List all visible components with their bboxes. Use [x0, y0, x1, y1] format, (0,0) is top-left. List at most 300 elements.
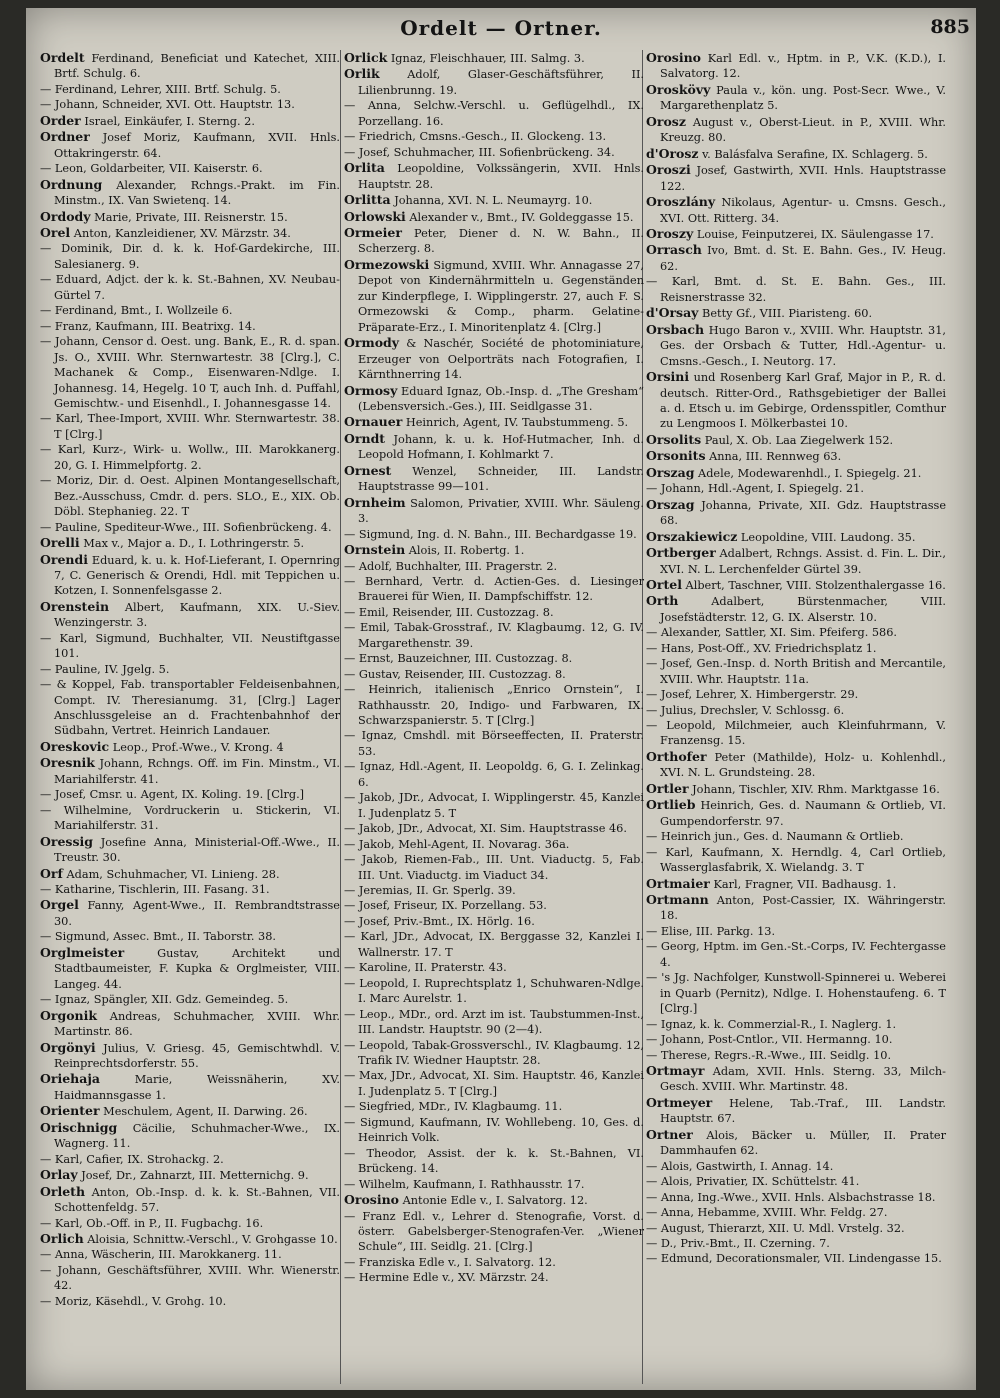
- entry-details: — Anna, Hebamme, XVIII. Whr. Feldg. 27.: [646, 1206, 888, 1220]
- entry-surname: Ortlieb: [646, 797, 696, 813]
- entry-details: Alexander v., Bmt., IV. Goldeggasse 15.: [409, 210, 634, 224]
- directory-entry: [646, 529, 946, 545]
- directory-entry: [646, 924, 946, 939]
- directory-entry: [40, 631, 340, 662]
- entry-details: — Bernhard, Vertr. d. Actien-Ges. d. Liesinger Brauerei für Wien, II. Dampfschiffstr. 12.: [344, 574, 644, 604]
- directory-entry: [344, 667, 644, 682]
- directory-entry: [646, 641, 946, 656]
- directory-entry: [40, 303, 340, 318]
- directory-entry: [40, 535, 340, 551]
- entry-details: — August, Thierarzt, XII. U. Mdl. Vrstelg. 32.: [646, 1221, 905, 1235]
- directory-entry: [646, 369, 946, 432]
- directory-entry: [646, 687, 946, 702]
- entry-details: — Karl, Kurz-, Wirk- u. Wollw., III. Marokkanerg. 20, G. I. Himmelpfortg. 2.: [40, 443, 340, 472]
- directory-entry: [40, 677, 340, 739]
- entry-surname: Ormody: [344, 335, 400, 351]
- directory-entry: [344, 605, 644, 620]
- directory-entry: [344, 1146, 644, 1177]
- entry-details: — Anna, Wäscherin, III. Marokkanerg. 11.: [40, 1248, 282, 1262]
- directory-entry: [646, 625, 946, 640]
- entry-surname: Orsbach: [646, 321, 705, 337]
- entry-details: & Naschér, Société de photominiature, Erzeuger von Oelporträts nach Fotografien, I. Kärnthnerring 14.: [358, 337, 645, 382]
- entry-details: Adam, Schuhmacher, VI. Linieng. 28.: [66, 867, 280, 881]
- directory-entry: [40, 161, 340, 176]
- directory-entry: [40, 755, 340, 787]
- directory-entry: [40, 882, 340, 897]
- directory-entry: [40, 1247, 340, 1262]
- directory-entry: [646, 1221, 946, 1236]
- entry-details: — & Koppel, Fab. transportabler Feldeisenbahnen, Compt. IV. Theresianumg. 31, [Clrg.] Lager Anschlussgeleise an d. Frachtenbahnhof der Südbahn, Vertret. Heinrich Landauer.: [40, 678, 340, 738]
- entry-surname: Orszag: [646, 464, 695, 480]
- entry-details: — Sigmund, Ing. d. N. Bahn., III. Bechardgasse 19.: [344, 527, 637, 541]
- entry-details: Alexander, Rchngs.-Prakt. im Fin. Minstm., IX. Van Swietenq. 14.: [54, 178, 340, 208]
- entry-details: — Jeremias, II. Gr. Sperlg. 39.: [344, 884, 516, 898]
- directory-entry: [646, 970, 946, 1016]
- entry-surname: Ornauer: [344, 414, 403, 430]
- entry-details: Albert, Kaufmann, XIX. U.-Siev. Wenzingerstr. 3.: [54, 600, 340, 630]
- entry-surname: d'Orosz: [646, 145, 699, 161]
- directory-entry: [646, 162, 946, 194]
- directory-entry: [344, 837, 644, 852]
- directory-entry: [344, 1115, 644, 1146]
- entry-details: — Johann, Censor d. Oest. ung. Bank, E., R. d. span. Js. O., XVIII. Whr. Sternwartestr. 38 [Clrg.], C. Machanek & Comp., Eisenwaren-Ndlge. I. Johannesg. 14, Hegelg. 10 T, auch Inh. d. Puffahl, Gemischtw.- und Eisenhdl., I. Johannesgasse 14.: [40, 335, 340, 410]
- entry-details: — Josef, Priv.-Bmt., IX. Hörlg. 16.: [344, 914, 535, 928]
- entry-surname: Orsolits: [646, 431, 702, 447]
- entry-details: — Karl, Sigmund, Buchhalter, VII. Neustiftgasse 101.: [40, 631, 340, 661]
- entry-details: Johanna, XVI. N. L. Neumayrg. 10.: [394, 194, 593, 208]
- entry-details: — Josef, Cmsr. u. Agent, IX. Koling. 19. [Clrg.]: [40, 788, 305, 802]
- directory-entry: [344, 209, 644, 225]
- entry-surname: Orth: [646, 593, 679, 609]
- entry-surname: Ortmeyer: [646, 1094, 713, 1110]
- directory-entry: [40, 834, 340, 866]
- entry-details: — Karl, Cafier, IX. Strohackg. 2.: [40, 1152, 224, 1166]
- directory-entry: [646, 545, 946, 577]
- entry-details: — Sigmund, Assec. Bmt., II. Taborstr. 38.: [40, 930, 276, 944]
- directory-entry: [344, 620, 644, 651]
- directory-entry: [344, 1068, 644, 1099]
- entry-details: Adalbert, Bürstenmacher, VIII. Josefstädterstr. 12, G. IX. Alserstr. 10.: [660, 595, 946, 624]
- entry-surname: Ortmayr: [646, 1063, 705, 1078]
- directory-page: [26, 8, 976, 1390]
- directory-entry: [40, 209, 340, 225]
- directory-entry: [40, 225, 340, 241]
- entry-details: Adam, XVII. Hnls. Sterng. 33, Milch-Gesch. XVIII. Whr. Martinstr. 48.: [660, 1065, 946, 1094]
- column-3: [646, 50, 946, 1267]
- directory-entry: [344, 257, 644, 335]
- entry-details: — Jakob, JDr., Advocat, I. Wipplingerstr. 45, Kanzlei I. Judenplatz 5. T: [344, 791, 644, 820]
- entry-details: — Jakob, JDr., Advocat, XI. Sim. Hauptstrasse 46.: [344, 822, 627, 836]
- directory-entry: [646, 1159, 946, 1174]
- entry-details: Karl Edl. v., Hptm. in P., V.K. (K.D.), I. Salvatorg. 12.: [660, 52, 946, 81]
- entry-surname: Ortmaier: [646, 875, 710, 891]
- entry-details: Johann, k. u. k. Hof-Hutmacher, Inh. d. Leopold Hofmann, I. Kohlmarkt 7.: [358, 432, 644, 462]
- directory-entry: [646, 1236, 946, 1251]
- entry-surname: Ordelt: [40, 50, 85, 65]
- entry-details: Josef, Dr., Zahnarzt, III. Metternichg. 9.: [81, 1169, 309, 1183]
- directory-entry: [646, 82, 946, 114]
- directory-entry: [40, 1152, 340, 1167]
- directory-entry: [646, 114, 946, 146]
- directory-entry: [40, 520, 340, 535]
- entry-surname: Orsonits: [646, 448, 706, 464]
- entry-surname: Orlick: [344, 50, 388, 65]
- directory-entry: [344, 335, 644, 382]
- directory-entry: [40, 945, 340, 992]
- directory-entry: [40, 319, 340, 334]
- directory-entry: [40, 241, 340, 272]
- entry-details: — Josef, Friseur, IX. Porzellang. 53.: [344, 899, 547, 913]
- directory-entry: [344, 192, 644, 208]
- directory-entry: [646, 593, 946, 625]
- directory-entry: [344, 883, 644, 898]
- directory-entry: [646, 781, 946, 797]
- entry-details: Adele, Modewarenhdl., I. Spiegelg. 21.: [698, 466, 922, 480]
- entry-surname: Orsini: [646, 369, 690, 385]
- entry-surname: d'Orsay: [646, 305, 699, 321]
- directory-entry: [40, 411, 340, 442]
- entry-details: v. Balásfalva Serafine, IX. Schlagerg. 5.: [702, 147, 928, 161]
- directory-entry: [646, 1127, 946, 1159]
- directory-entry: [40, 50, 340, 82]
- entry-surname: Ortberger: [646, 545, 716, 561]
- directory-entry: [344, 574, 644, 605]
- entry-details: Alois, II. Robertg. 1.: [408, 544, 525, 558]
- entry-details: — Wilhelm, Kaufmann, I. Rathhausstr. 17.: [344, 1177, 585, 1191]
- directory-entry: [646, 1095, 946, 1127]
- entry-details: Marie, Weissnäherin, XV. Haidmannsgasse 1.: [54, 1073, 340, 1102]
- entry-details: Meschulem, Agent, II. Darwing. 26.: [103, 1105, 308, 1119]
- directory-entry: [344, 160, 644, 192]
- entry-details: — Franziska Edle v., I. Salvatorg. 12.: [344, 1255, 556, 1269]
- running-header: [26, 14, 976, 48]
- directory-entry: [344, 759, 644, 790]
- entry-details: Paula v., kön. ung. Post-Secr. Wwe., V. Margarethenplatz 5.: [660, 83, 946, 113]
- entry-details: Cäcilie, Schuhmacher-Wwe., IX. Wagnerg. 11.: [54, 1121, 341, 1151]
- entry-surname: Orel: [40, 224, 71, 240]
- entry-details: — Emil, Tabak-Grosstraf., IV. Klagbaumg. 12, G. IV. Margarethenstr. 39.: [344, 621, 644, 650]
- entry-details: — Theodor, Assist. der k. k. St.-Bahnen, VI. Brückeng. 14.: [344, 1146, 644, 1176]
- entry-surname: Oroszy: [646, 225, 694, 241]
- entry-surname: Orelli: [40, 535, 80, 551]
- directory-entry: [344, 225, 644, 257]
- entry-surname: Orlay: [40, 1167, 78, 1183]
- directory-entry: [344, 929, 644, 960]
- entry-details: Ignaz, Fleischhauer, III. Salmg. 3.: [390, 52, 585, 65]
- entry-details: — Johann, Geschäftsführer, XVIII. Whr. Wienerstr. 42.: [40, 1263, 340, 1293]
- entry-details: Salomon, Privatier, XVIII. Whr. Säuleng. 3.: [358, 496, 644, 526]
- directory-entry: [40, 1008, 340, 1040]
- entry-details: — Alois, Privatier, IX. Schüttelstr. 41.: [646, 1175, 860, 1189]
- entry-details: Ferdinand, Beneficiat und Katechet, XIII. Brtf. Schulg. 6.: [54, 52, 340, 81]
- directory-entry: [646, 497, 946, 529]
- directory-entry: [40, 97, 340, 112]
- entry-details: — Pauline, Spediteur-Wwe., III. Sofienbrückeng. 4.: [40, 520, 332, 534]
- entry-surname: Oreskovic: [40, 738, 110, 754]
- entry-details: Israel, Einkäufer, I. Sterng. 2.: [84, 114, 255, 128]
- directory-entry: [344, 414, 644, 430]
- entry-details: Josef, Gastwirth, XVII. Hnls. Hauptstrasse 122.: [660, 164, 947, 193]
- directory-entry: [344, 50, 644, 66]
- directory-entry: [40, 442, 340, 473]
- entry-surname: Ortler: [646, 780, 689, 796]
- directory-entry: [344, 542, 644, 558]
- entry-details: Louise, Feinputzerei, IX. Säulengasse 17.: [696, 227, 934, 241]
- directory-entry: [40, 82, 340, 97]
- directory-entry: [40, 1071, 340, 1103]
- directory-entry: [344, 495, 644, 527]
- entry-details: — Moriz, Käsehdl., V. Grohg. 10.: [40, 1294, 227, 1308]
- directory-entry: [40, 929, 340, 944]
- entry-surname: Orienter: [40, 1103, 100, 1119]
- entry-details: — Ernst, Bauzeichner, III. Custozzag. 8.: [344, 652, 573, 666]
- entry-details: — Julius, Drechsler, V. Schlossg. 6.: [646, 703, 845, 717]
- entry-details: — Siegfried, MDr., IV. Klagbaumg. 11.: [344, 1100, 563, 1114]
- entry-surname: Orgönyi: [40, 1039, 96, 1055]
- directory-entry: [344, 790, 644, 821]
- column-divider: [340, 50, 341, 1384]
- entry-surname: Ordner: [40, 129, 90, 145]
- entry-details: — Ignaz, k. k. Commerzial-R., I. Naglerg. 1.: [646, 1017, 897, 1031]
- directory-entry: [646, 876, 946, 892]
- entry-details: Leopoldine, Volkssängerin, XVII. Hnls. Hauptstr. 28.: [358, 162, 644, 191]
- entry-details: — Anna, Ing.-Wwe., XVII. Hnls. Alsbachstrasse 18.: [646, 1190, 936, 1204]
- entry-details: — Leopold, Milchmeier, auch Kleinfuhrmann, V. Franzensg. 15.: [646, 719, 946, 748]
- entry-details: — Karl, Bmt. d. St. E. Bahn. Ges., III. Reisnerstrasse 32.: [646, 275, 946, 304]
- entry-details: Karl, Fragner, VII. Badhausg. 1.: [713, 877, 897, 891]
- directory-entry: [646, 1063, 946, 1095]
- column-2: [344, 50, 644, 1286]
- entry-surname: Orglmeister: [40, 944, 125, 960]
- entry-details: — Leopold, I. Ruprechtsplatz 1, Schuhwaren-Ndlge. I. Marc Aurelstr. 1.: [344, 976, 644, 1006]
- directory-entry: [40, 177, 340, 209]
- entry-details: — Karl, Thee-Import, XVIII. Whr. Sternwartestr. 38. T [Clrg.]: [40, 412, 340, 441]
- entry-surname: Orlitta: [344, 192, 391, 208]
- entry-details: — Jakob, Mehl-Agent, II. Novarag. 36a.: [344, 837, 570, 851]
- entry-details: — Johann, Hdl.-Agent, I. Spiegelg. 21.: [646, 482, 864, 496]
- entry-details: — Adolf, Buchhalter, III. Pragerstr. 2.: [344, 559, 558, 573]
- entry-details: — Moriz, Dir. d. Oest. Alpinen Montangesellschaft, Bez.-Ausschuss, Cmdr. d. pers. SLO., E., XIX. Ob. Döbl. Stephanieg. 22. T: [40, 474, 340, 519]
- directory-entry: [40, 473, 340, 519]
- entry-surname: Ormeier: [344, 224, 402, 240]
- entry-surname: Oroszi: [646, 162, 691, 178]
- directory-entry: [344, 1270, 644, 1285]
- entry-details: Paul, X. Ob. Laa Ziegelwerk 152.: [704, 433, 894, 447]
- entry-details: — Alexander, Sattler, XI. Sim. Pfeiferg. 586.: [646, 626, 898, 640]
- entry-details: Peter (Mathilde), Holz- u. Kohlenhdl., XVI. N. L. Grundsteing. 28.: [660, 750, 946, 780]
- entry-details: Eduard Ignaz, Ob.-Insp. d. „The Gresham“ (Lebensversich.-Ges.), III. Seidlgasse 31.: [358, 384, 644, 413]
- entry-details: — Franz, Kaufmann, III. Beatrixg. 14.: [40, 319, 256, 333]
- directory-entry: [344, 1007, 644, 1038]
- entry-surname: Ortner: [646, 1126, 693, 1142]
- entry-details: — 's Jg. Nachfolger, Kunstwoll-Spinnerei u. Weberei in Quarb (Pernitz), Ndlge. I. Hohenstaufeng. 6. T [Clrg.]: [646, 971, 946, 1016]
- entry-surname: Orosino: [646, 50, 702, 65]
- entry-details: Antonie Edle v., I. Salvatorg. 12.: [402, 1194, 588, 1208]
- directory-entry: [344, 66, 644, 98]
- entry-details: — Leopold, Tabak-Grossverschl., IV. Klagbaumg. 12, Trafik IV. Wiedner Hauptstr. 28.: [344, 1038, 644, 1067]
- directory-entry: [646, 939, 946, 970]
- entry-details: — Ferdinand, Lehrer, XIII. Brtf. Schulg. 5.: [40, 82, 281, 96]
- entry-surname: Ornstein: [344, 542, 406, 558]
- entry-details: Ivo, Bmt. d. St. E. Bahn. Ges., IV. Heug. 62.: [660, 244, 946, 273]
- entry-details: Anton, Kanzleidiener, XV. Märzstr. 34.: [73, 226, 291, 240]
- entry-details: — Elise, III. Parkg. 13.: [646, 924, 776, 938]
- entry-surname: Oroskövy: [646, 81, 711, 97]
- entry-details: — Karoline, II. Praterstr. 43.: [344, 961, 507, 975]
- entry-details: — Sigmund, Kaufmann, IV. Wohllebeng. 10, Ges. d. Heinrich Volk.: [344, 1115, 644, 1145]
- entry-details: August v., Oberst-Lieut. in P., XVIII. Whr. Kreuzg. 80.: [660, 115, 947, 145]
- directory-entry: [344, 527, 644, 542]
- entry-details: Eduard, k. u. k. Hof-Lieferant, I. Opernring 7, C. Generisch & Orendi, Hdl. mit Teppichen u. Kotzen, I. Sonnenfelsgasse 2.: [54, 553, 340, 598]
- entry-surname: Orlich: [40, 1230, 84, 1246]
- entry-details: — Emil, Reisender, III. Custozzag. 8.: [344, 605, 554, 619]
- directory-entry: [646, 577, 946, 593]
- directory-entry: [646, 146, 946, 162]
- entry-surname: Oroszlány: [646, 194, 716, 210]
- entry-surname: Oriehaja: [40, 1071, 100, 1087]
- entry-details: — Jakob, Riemen-Fab., III. Unt. Viaductg. 5, Fab. III. Unt. Viaductg. im Viaduct 34.: [344, 853, 644, 882]
- entry-details: Julius, V. Griesg. 45, Gemischtwhdl. V. Reinprechtsdorferstr. 55.: [54, 1041, 340, 1070]
- directory-entry: [646, 1205, 946, 1220]
- directory-entry: [40, 1216, 340, 1231]
- directory-entry: [344, 145, 644, 160]
- entry-surname: Orndt: [344, 430, 386, 446]
- directory-entry: [646, 448, 946, 464]
- entry-details: — Heinrich jun., Ges. d. Naumann & Ortlieb.: [646, 830, 904, 844]
- entry-details: — Leon, Goldarbeiter, VII. Kaiserstr. 6.: [40, 162, 263, 176]
- directory-entry: [40, 739, 340, 755]
- directory-entry: [344, 682, 644, 728]
- entry-surname: Orischnigg: [40, 1119, 118, 1135]
- entry-details: Marie, Private, III. Reisnerstr. 15.: [94, 210, 288, 224]
- entry-details: — Wilhelmine, Vordruckerin u. Stickerin, VI. Mariahilferstr. 31.: [40, 803, 340, 833]
- entry-details: — Franz Edl. v., Lehrer d. Stenografie, Vorst. d. österr. Gabelsberger-Stenografen-Ver. „Wiener Schule“, III. Seidlg. 21. [Clrg.]: [344, 1209, 644, 1254]
- entry-surname: Orosz: [646, 113, 686, 129]
- directory-entry: [40, 897, 340, 929]
- entry-surname: Orgel: [40, 897, 79, 913]
- entry-surname: Ormosy: [344, 382, 398, 398]
- entry-details: Johann, Rchngs. Off. im Fin. Minstm., VI. Mariahilferstr. 41.: [54, 757, 340, 786]
- directory-entry: [646, 1190, 946, 1205]
- entry-surname: Orendi: [40, 551, 89, 567]
- entry-details: Helene, Tab.-Traf., III. Landstr. Hauptstr. 67.: [660, 1096, 946, 1126]
- entry-details: Leopoldine, VIII. Laudong. 35.: [740, 530, 916, 544]
- directory-entry: [40, 334, 340, 411]
- directory-entry: [40, 866, 340, 882]
- entry-surname: Oresnik: [40, 755, 95, 771]
- entry-details: Johann, Tischler, XIV. Rhm. Marktgasse 16.: [692, 782, 940, 796]
- entry-details: Anton, Post-Cassier, IX. Währingerstr. 18.: [660, 894, 946, 923]
- directory-entry: [344, 976, 644, 1007]
- entry-details: — Katharine, Tischlerin, III. Fasang. 31.: [40, 883, 270, 897]
- entry-details: — Anna, Selchw.-Verschl. u. Geflügelhdl., IX. Porzellang. 16.: [344, 99, 644, 128]
- entry-details: Adolf, Glaser-Geschäftsführer, II. Lilienbrunng. 19.: [358, 68, 645, 97]
- entry-details: — Ferdinand, Bmt., I. Wollzeile 6.: [40, 304, 233, 318]
- directory-entry: [646, 1017, 946, 1032]
- entry-details: Betty Gf., VIII. Piaristeng. 60.: [702, 307, 873, 321]
- entry-details: — D., Priv.-Bmt., II. Czerning. 7.: [646, 1236, 830, 1250]
- entry-details: — Pauline, IV. Jgelg. 5.: [40, 662, 170, 676]
- directory-entry: [344, 431, 644, 463]
- directory-entry: [646, 892, 946, 924]
- directory-entry: [646, 1251, 946, 1266]
- entry-surname: Orosino: [344, 1192, 400, 1208]
- entry-surname: Orgonik: [40, 1007, 98, 1023]
- directory-entry: [646, 194, 946, 226]
- entry-details: — Ignaz, Spängler, XII. Gdz. Gemeindeg. 5.: [40, 993, 289, 1007]
- entry-details: — Max, JDr., Advocat, XI. Sim. Hauptstr. 46, Kanzlei I. Judenplatz 5. T [Clrg.]: [344, 1069, 644, 1098]
- entry-surname: Orszakiewicz: [646, 528, 738, 544]
- entry-surname: Orszag: [646, 496, 695, 512]
- directory-entry: [646, 703, 946, 718]
- directory-entry: [344, 1038, 644, 1069]
- directory-entry: [646, 1174, 946, 1189]
- entry-details: Josef Moriz, Kaufmann, XVII. Hnls. Ottakringerstr. 64.: [54, 131, 340, 160]
- entry-details: Josefine Anna, Ministerial-Off.-Wwe., II. Treustr. 30.: [54, 835, 340, 865]
- directory-entry: [646, 718, 946, 749]
- entry-details: — Eduard, Adjct. der k. k. St.-Bahnen, XV. Neubau-Gürtel 7.: [40, 273, 340, 302]
- entry-details: — Leop., MDr., ord. Arzt im ist. Taubstummen-Inst., III. Landstr. Hauptstr. 90 (2—4).: [344, 1007, 644, 1037]
- entry-details: — Karl, JDr., Advocat, IX. Berggasse 32, Kanzlei I. Wallnerstr. 17. T: [344, 930, 644, 959]
- entry-details: — Johann, Post-Cntlor., VII. Hermanng. 10.: [646, 1033, 893, 1047]
- entry-details: — Josef, Gen.-Insp. d. North British and Mercantile, XVIII. Whr. Hauptstr. 11a.: [646, 657, 946, 686]
- directory-entry: [40, 1040, 340, 1072]
- directory-entry: [344, 1177, 644, 1192]
- directory-entry: [646, 242, 946, 274]
- directory-entry: [646, 481, 946, 496]
- directory-entry: [344, 383, 644, 415]
- entry-surname: Oressig: [40, 833, 93, 849]
- directory-entry: [40, 1167, 340, 1183]
- directory-entry: [40, 1231, 340, 1247]
- directory-entry: [646, 274, 946, 305]
- entry-surname: Orlita: [344, 160, 385, 176]
- directory-entry: [344, 651, 644, 666]
- entry-details: Aloisia, Schnittw.-Verschl., V. Grohgasse 10.: [87, 1232, 338, 1246]
- directory-entry: [646, 322, 946, 369]
- entry-details: — Edmund, Decorationsmaler, VII. Lindengasse 15.: [646, 1252, 942, 1266]
- entry-details: — Heinrich, italienisch „Enrico Ornstein“, I. Rathhausstr. 20, Indigo- und Farbwaren, IX. Schwarzspanierstr. 5. T [Clrg.]: [344, 683, 644, 728]
- page-number: 885: [930, 16, 970, 38]
- directory-entry: [646, 465, 946, 481]
- directory-entry: [344, 559, 644, 574]
- directory-entry: [344, 1209, 644, 1255]
- directory-entry: [344, 98, 644, 129]
- directory-entry: [40, 1294, 340, 1309]
- directory-entry: [40, 787, 340, 802]
- column-1: [40, 50, 340, 1309]
- directory-entry: [40, 1120, 340, 1152]
- entry-surname: Ormezowski: [344, 256, 430, 272]
- entry-details: — Karl, Ob.-Off. in P., II. Fugbachg. 16.: [40, 1216, 264, 1230]
- directory-entry: [646, 749, 946, 781]
- entry-surname: Orlik: [344, 66, 380, 82]
- entry-details: und Rosenberg Karl Graf, Major in P., R. d. deutsch. Ritter-Ord., Rathsgebietiger der Ballei a. d. Etsch u. im Gebirge, Ordensspitler, Comthur zu Lengmoos I. Mölkerbastei 10.: [660, 371, 946, 431]
- entry-details: Wenzel, Schneider, III. Landstr. Hauptstrasse 99—101.: [358, 464, 644, 494]
- entry-details: Adalbert, Rchngs. Assist. d. Fin. L. Dir., XVI. N. L. Lerchenfelder Gürtel 39.: [660, 547, 946, 576]
- page-title: Ordelt — Ortner.: [400, 16, 602, 40]
- entry-details: — Therese, Regrs.-R.-Wwe., III. Seidlg. 10.: [646, 1048, 892, 1062]
- entry-details: Max v., Major a. D., I. Lothringerstr. 5.: [83, 537, 305, 551]
- entry-details: — Alois, Gastwirth, I. Annag. 14.: [646, 1159, 834, 1173]
- entry-details: Sigmund, XVIII. Whr. Annagasse 27, Depot von Kindernährmitteln u. Gegenständen zur Kinderpflege, I. Wipplingerstr. 27, auch F. S. Ormezowski & Comp., pharm. Gelatine-Präparate-Erz., I. Minoritenplatz 4. [Clrg.]: [358, 258, 645, 334]
- entry-details: Heinrich, Agent, IV. Taubstummeng. 5.: [405, 416, 629, 430]
- entry-details: — Josef, Schuhmacher, III. Sofienbrückeng. 34.: [344, 145, 615, 159]
- entry-surname: Orleth: [40, 1183, 86, 1199]
- entry-details: — Dominik, Dir. d. k. k. Hof-Gardekirche, III. Salesianerg. 9.: [40, 242, 340, 271]
- directory-entry: [344, 852, 644, 883]
- entry-details: — Ignaz, Cmshdl. mit Börseeffecten, II. Praterstr. 53.: [344, 729, 644, 758]
